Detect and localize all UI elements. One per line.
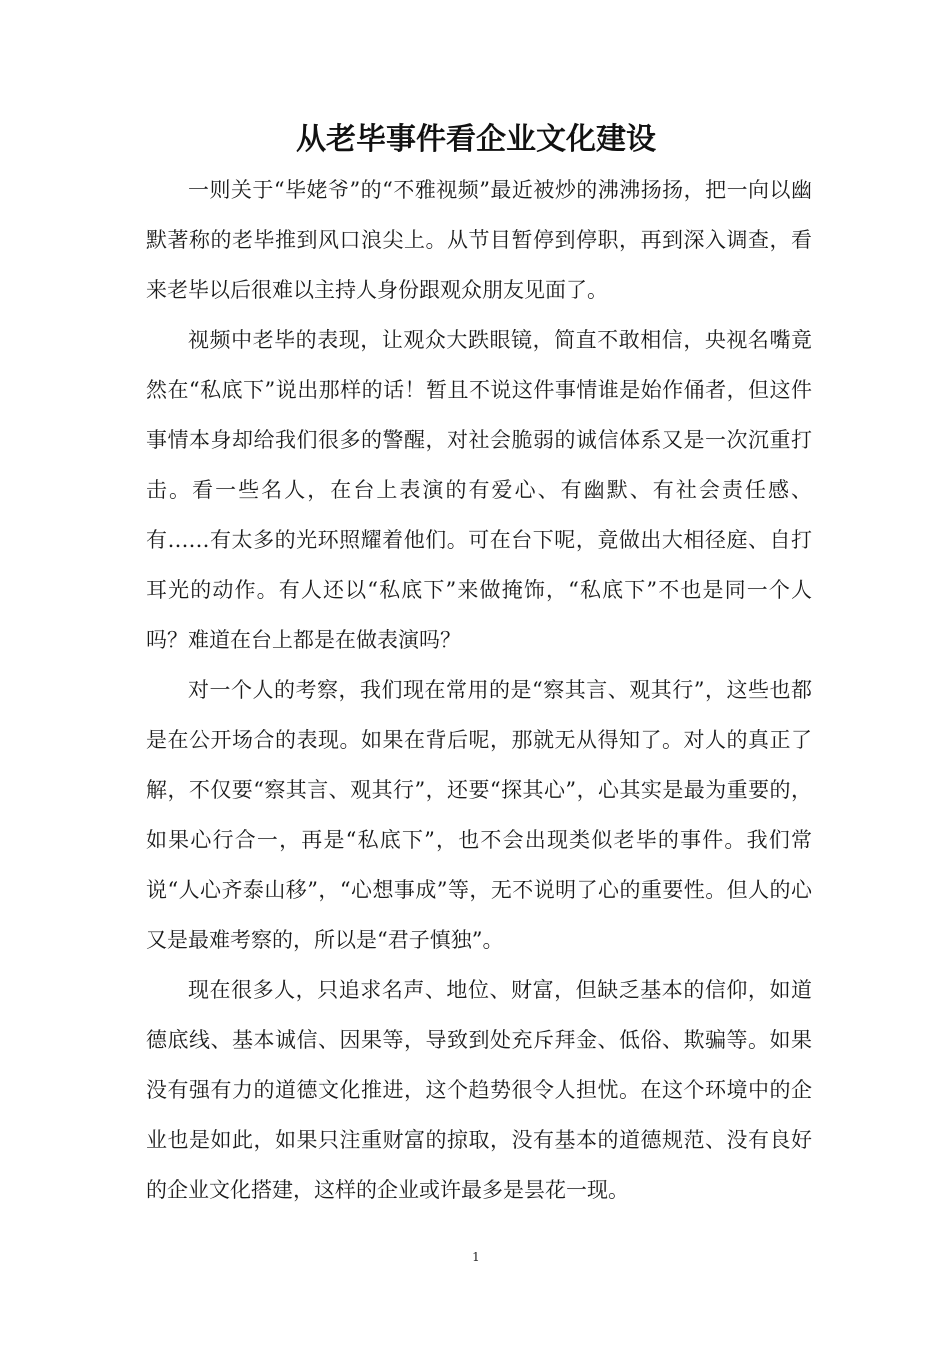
paragraph-4: 现在很多人，只追求名声、地位、财富，但缺乏基本的信仰，如道德底线、基本诚信、因果等，导致到处充斥拜金、低俗、欺骗等。如果没有强有力的道德文化推进，这个趋势很令人担忧。在这个环境中的企业也是如此，如果只注重财富的掠取，没有基本的道德规范、没有良好的企业文化搭建，这样的企业或许最多是昙花一现。 (146, 978, 812, 1202)
paragraph-1: 一则关于“毕姥爷”的“不雅视频”最近被炒的沸沸扬扬，把一向以幽默著称的老毕推到风口浪尖上。从节目暂停到停职，再到深入调查，看来老毕以后很难以主持人身份跟观众朋友见面了。 (146, 178, 812, 302)
document-body (146, 165, 812, 1215)
paragraph-2: 视频中老毕的表现，让观众大跌眼镜，简直不敢相信，央视名嘴竟然在“私底下”说出那样的话！暂且不说这件事情谁是始作俑者，但这件事情本身却给我们很多的警醒，对社会脆弱的诚信体系又是一次沉重打击。看一些名人，在台上表演的有爱心、有幽默、有社会责任感、有……有太多的光环照耀着他们。可在台下呢，竟做出大相径庭、自打耳光的动作。有人还以“私底下”来做掩饰，“私底下”不也是同一个人吗？难道在台上都是在做表演吗？ (146, 328, 812, 652)
page-number: 1 (472, 1250, 480, 1264)
document-title: 从老毕事件看企业文化建设 (296, 122, 656, 157)
paragraph-3: 对一个人的考察，我们现在常用的是“察其言、观其行”，这些也都是在公开场合的表现。如果在背后呢，那就无从得知了。对人的真正了解，不仅要“察其言、观其行”，还要“探其心”，心其实是最为重要的，如果心行合一，再是“私底下”，也不会出现类似老毕的事件。我们常说“人心齐泰山移”，“心想事成”等，无不说明了心的重要性。但人的心又是最难考察的，所以是“君子慎独”。 (146, 678, 812, 952)
